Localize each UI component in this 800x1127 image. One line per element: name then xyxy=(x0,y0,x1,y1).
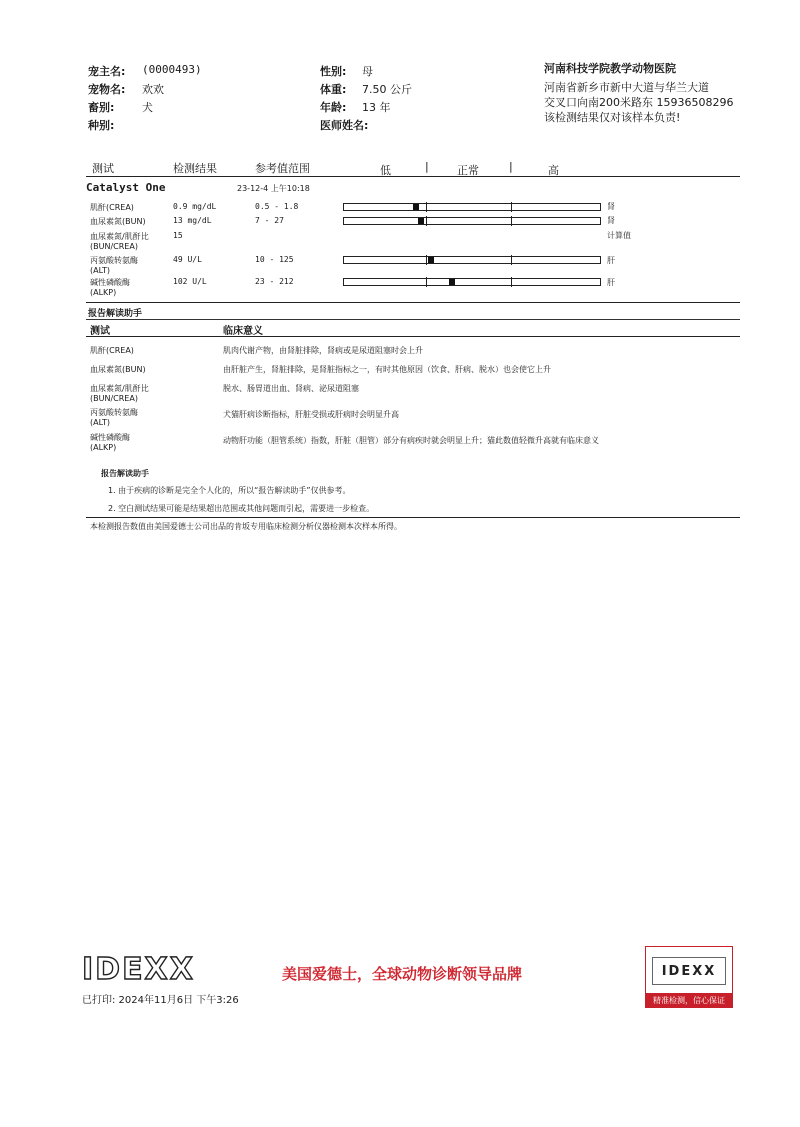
bar-divider xyxy=(511,202,512,212)
result-value: 102 U/L xyxy=(173,277,207,286)
sex-label: 性别: xyxy=(320,65,347,78)
hospital-address-line2: 交叉口向南200米路东 15936508296 xyxy=(544,96,734,109)
result-value: 0.9 mg/dL xyxy=(173,202,217,211)
bar-divider xyxy=(511,277,512,287)
owner-value: (0000493) xyxy=(142,63,202,76)
result-subname: (ALKP) xyxy=(90,288,117,297)
result-value: 15 xyxy=(173,231,183,240)
helper-row-subname: (ALKP) xyxy=(90,443,117,452)
badge-caption: 精准检测，信心保证 xyxy=(646,993,732,1007)
result-ref: 10 - 125 xyxy=(255,255,294,264)
result-name: 血尿素氮/肌酐比 xyxy=(90,232,149,241)
result-organ: 肝 xyxy=(607,278,615,287)
badge-brand: IDEXX xyxy=(661,963,717,979)
owner-label: 宠主名: xyxy=(88,65,126,78)
divider xyxy=(86,336,740,337)
badge-logo-box xyxy=(652,957,726,985)
bar-divider xyxy=(511,216,512,226)
col-test: 测试 xyxy=(92,162,114,175)
result-value: 13 mg/dL xyxy=(173,216,212,225)
footer-note: 本检测报告数值由美国爱德士公司出品的肯坂专用临床检测分析仪器检测本次样本所得。 xyxy=(90,522,402,531)
helper-row-name: 血尿素氮(BUN) xyxy=(90,365,146,374)
result-range-bar xyxy=(343,278,601,286)
helper-row-name: 碱性磷酸酶 xyxy=(90,433,130,442)
result-organ: 计算值 xyxy=(607,231,631,240)
hospital-name: 河南科技学院教学动物医院 xyxy=(544,62,676,75)
result-marker xyxy=(413,204,419,210)
helper-col-test: 测试 xyxy=(90,326,110,337)
vet-label: 医师姓名: xyxy=(320,119,369,132)
result-organ: 肾 xyxy=(607,202,615,211)
bar-divider xyxy=(426,277,427,287)
col-normal: 正常 xyxy=(457,164,479,177)
result-range-bar xyxy=(343,203,601,211)
helper-row-meaning: 动物肝功能（胆管系统）指数，肝脏（胆管）部分有病疾时就会明显上升；猫此数值轻微升高就有临床意义 xyxy=(223,436,599,445)
separator-mark: | xyxy=(425,160,429,173)
result-organ: 肝 xyxy=(607,256,615,265)
result-range-bar xyxy=(343,256,601,264)
weight-label: 体重: xyxy=(320,83,347,96)
hospital-address-line1: 河南省新乡市新中大道与华兰大道 xyxy=(544,81,709,94)
result-ref: 23 - 212 xyxy=(255,277,294,286)
helper-row-meaning: 犬猫肝病诊断指标，肝脏受损或肝病时会明显升高 xyxy=(223,410,399,419)
helper-row-name: 肌酐(CREA) xyxy=(90,346,134,355)
weight-value: 7.50 公斤 xyxy=(362,83,412,96)
result-marker xyxy=(418,218,424,224)
pet-value: 欢欢 xyxy=(142,83,164,96)
idexx-logo-text: IDEXX xyxy=(82,952,195,984)
idexx-logo-graphic xyxy=(80,952,210,984)
helper-col-meaning: 临床意义 xyxy=(223,326,263,337)
species-value: 犬 xyxy=(142,101,153,114)
result-ref: 7 - 27 xyxy=(255,216,284,225)
result-name: 血尿素氮(BUN) xyxy=(90,217,146,226)
divider xyxy=(86,302,740,303)
bar-divider xyxy=(426,202,427,212)
age-label: 年龄: xyxy=(320,101,347,114)
breed-label: 种别: xyxy=(88,119,115,132)
species-label: 畜别: xyxy=(88,101,115,114)
col-result: 检测结果 xyxy=(173,162,217,175)
helper-row-name: 血尿素氮/肌酐比 xyxy=(90,384,149,393)
helper-row-subname: (ALT) xyxy=(90,418,110,427)
helper-row-subname: (BUN/CREA) xyxy=(90,394,138,403)
note-item: 2. 空白测试结果可能是结果超出范围或其他问题而引起，需要进一步检查。 xyxy=(108,504,375,513)
note-item: 1. 由于疾病的诊断是完全个人化的，所以“报告解读助手”仅供参考。 xyxy=(108,486,351,495)
result-name: 肌酐(CREA) xyxy=(90,203,134,212)
idexx-logo xyxy=(80,952,210,984)
age-value: 13 年 xyxy=(362,101,391,114)
result-organ: 肾 xyxy=(607,216,615,225)
hospital-note: 该检测结果仅对该样本负责! xyxy=(544,111,681,124)
helper-title: 报告解读助手 xyxy=(88,309,143,319)
bar-divider xyxy=(511,255,512,265)
col-ref: 参考值范围 xyxy=(255,162,310,175)
result-subname: (ALT) xyxy=(90,266,110,275)
sex-value: 母 xyxy=(362,65,373,78)
slogan: 美国爱德士，全球动物诊断领导品牌 xyxy=(282,965,523,983)
col-high: 高 xyxy=(548,164,559,177)
printed-timestamp: 已打印: 2024年11月6日 下午3:26 xyxy=(82,995,239,1006)
helper-row-meaning: 脱水、肠胃道出血、肾病、泌尿道阻塞 xyxy=(223,384,359,393)
result-range-bar xyxy=(343,217,601,225)
result-name: 丙氨酸转氨酶 xyxy=(90,256,138,265)
result-marker xyxy=(449,279,455,285)
result-ref: 0.5 - 1.8 xyxy=(255,202,299,211)
result-marker xyxy=(428,257,434,263)
result-name: 碱性磷酸酶 xyxy=(90,278,130,287)
bar-divider xyxy=(426,255,427,265)
analyzer-datetime: 23-12-4 上午10:18 xyxy=(237,184,310,193)
divider xyxy=(86,176,740,177)
bar-divider xyxy=(426,216,427,226)
helper-row-meaning: 由肝脏产生，肾脏排除，是肾脏指标之一，有时其他原因（饮食、肝病、脱水）也会使它上升 xyxy=(223,365,551,374)
analyzer-name: Catalyst One xyxy=(86,181,166,194)
helper-row-name: 丙氨酸转氨酶 xyxy=(90,408,138,417)
col-low: 低 xyxy=(380,164,391,177)
pet-label: 宠物名: xyxy=(88,83,126,96)
result-value: 49 U/L xyxy=(173,255,202,264)
idexx-badge xyxy=(645,946,733,1008)
notes-title: 报告解读助手 xyxy=(101,469,149,478)
separator-mark: | xyxy=(509,160,513,173)
divider xyxy=(86,319,740,320)
helper-row-meaning: 肌肉代谢产物，由肾脏排除，肾病或是尿道阻塞时会上升 xyxy=(223,346,423,355)
divider xyxy=(86,517,740,518)
result-subname: (BUN/CREA) xyxy=(90,242,138,251)
